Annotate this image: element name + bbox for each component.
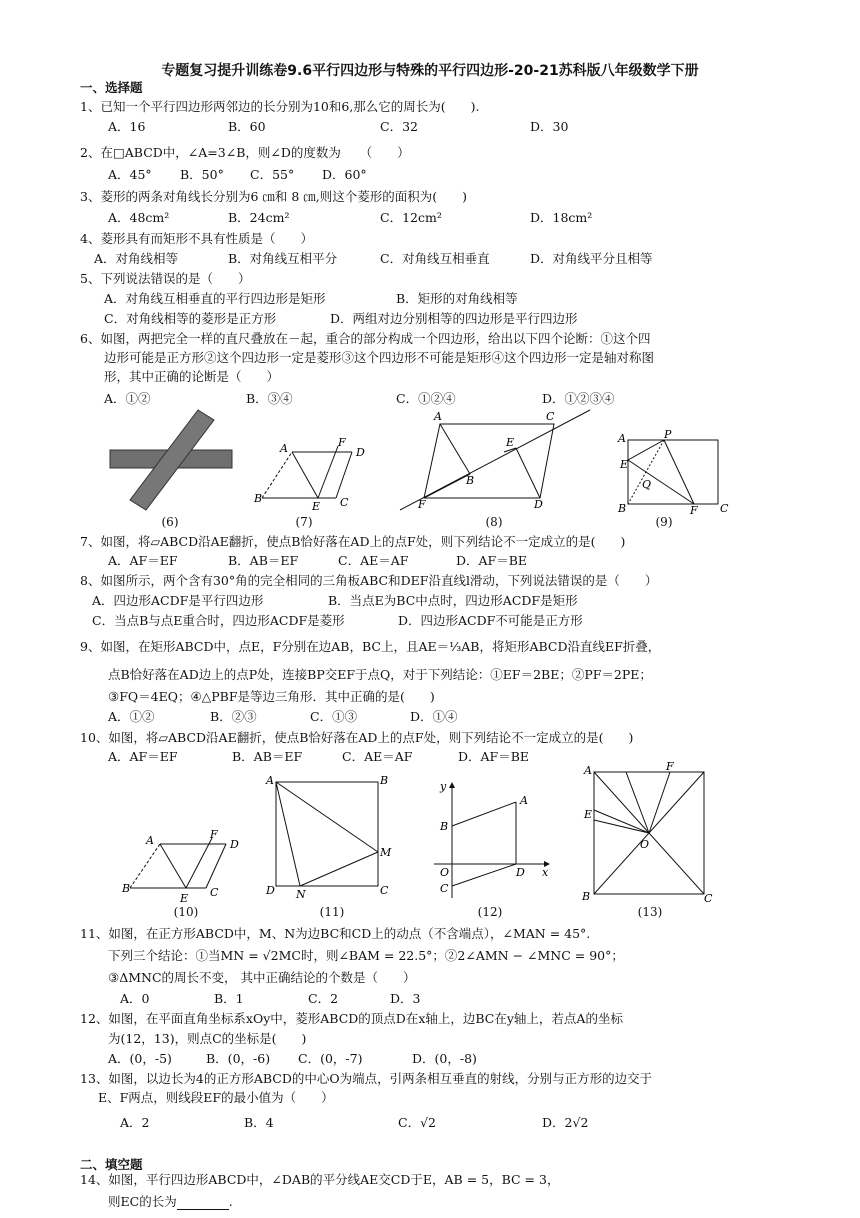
- svg-text:B: B: [380, 774, 389, 787]
- svg-text:C: C: [704, 892, 713, 904]
- q4-option-a: A．对角线相等: [94, 251, 179, 266]
- figure-6-caption: (6): [161, 515, 179, 529]
- q3-option-a: A．48cm²: [108, 210, 170, 225]
- svg-text:B: B: [582, 890, 591, 903]
- q14-stem-line2: [108, 1194, 233, 1210]
- figure-11-square: [262, 774, 392, 902]
- q3-stem: 3、菱形的两条对角线长分别为6 ㎝和 8 ㎝,则这个菱形的面积为( ): [80, 189, 468, 204]
- q12-option-a: A．(0，-5): [108, 1051, 172, 1066]
- svg-text:E: E: [180, 892, 189, 905]
- q9-option-a: A．①②: [108, 709, 155, 724]
- q1-stem: 1、已知一个平行四边形两邻边的长分别为10和6,那么它的周长为( ).: [80, 99, 480, 114]
- q11-option-d: D．3: [390, 991, 421, 1006]
- svg-text:D: D: [534, 498, 543, 511]
- svg-text:A: A: [280, 442, 288, 455]
- q13-option-d: D．2√2: [542, 1115, 589, 1130]
- q9-option-c: C．①③: [310, 709, 358, 724]
- q10-option-a: A．AF＝EF: [108, 749, 178, 764]
- q7-option-b: B．AB＝EF: [228, 553, 299, 568]
- q13-option-c: C．√2: [398, 1115, 436, 1130]
- q12-option-d: D．(0，-8): [412, 1051, 477, 1066]
- svg-text:F: F: [418, 498, 426, 511]
- svg-text:C: C: [720, 502, 729, 515]
- q14-period: .: [228, 1194, 233, 1209]
- q11-option-b: B．1: [214, 991, 244, 1006]
- q9-stem-line1: 9、如图，在矩形ABCD中，点E，F分别在边AB，BC上，且AE＝⅓AB，将矩形ABCD沿直线EF折叠，: [80, 639, 661, 654]
- q6-option-a: A．①②: [104, 391, 151, 406]
- q2-option-d: D．60°: [322, 167, 367, 182]
- svg-text:B: B: [254, 492, 263, 505]
- q6-option-b: B．③④: [246, 391, 293, 406]
- q1-option-c: C．32: [380, 119, 418, 134]
- q12-stem-line1: 12、如图，在平面直角坐标系xOy中，菱形ABCD的顶点D在x轴上，边BC在y轴上，若点A的坐标: [80, 1011, 623, 1026]
- q4-stem: 4、菱形具有而矩形不具有性质是（ ）: [80, 231, 313, 246]
- q3-option-c: C．12cm²: [380, 210, 442, 225]
- q4-option-b: B．对角线互相平分: [228, 251, 338, 266]
- q12-option-b: B．(0，-6): [206, 1051, 271, 1066]
- q13-option-a: A．2: [120, 1115, 150, 1130]
- svg-text:F: F: [690, 504, 698, 516]
- q14-stem-text: 则EC的长为: [108, 1194, 177, 1209]
- svg-text:C: C: [440, 882, 449, 895]
- q10-stem: 10、如图，将▱ABCD沿AE翻折，使点B恰好落在AD上的点F处，则下列结论不一定成立的是( ): [80, 730, 634, 745]
- q9-option-b: B．②③: [210, 709, 257, 724]
- q10-option-c: C．AE＝AF: [342, 749, 413, 764]
- figure-7-parallelogram: [250, 436, 374, 514]
- svg-text:A: A: [266, 774, 274, 787]
- q1-option-b: B．60: [228, 119, 266, 134]
- figure-11-caption: (11): [319, 905, 345, 919]
- svg-text:F: F: [666, 762, 674, 773]
- svg-text:B: B: [122, 882, 131, 895]
- q11-stem-line3: ③ΔMNC的周长不变， 其中正确结论的个数是（ ）: [108, 970, 416, 985]
- q9-stem-line2: 点B恰好落在AD边上的点P处，连接BP交EF于点Q，对于下列结论：①EF＝2BE；②PF＝2PE；: [108, 667, 652, 682]
- q4-option-d: D．对角线平分且相等: [530, 251, 653, 266]
- figure-13-caption: (13): [637, 905, 663, 919]
- q10-option-d: D．AF＝BE: [458, 749, 530, 764]
- section-choice-heading: 一、选择题: [80, 80, 143, 95]
- q2-option-b: B．50°: [180, 167, 224, 182]
- q7-option-c: C．AE＝AF: [338, 553, 409, 568]
- q14-stem-line1: 14、如图，平行四边形ABCD中，∠DAB的平分线AE交CD于E，AB = 5，BC = 3，: [80, 1172, 560, 1187]
- svg-text:C: C: [340, 496, 349, 509]
- q1-option-a: A．16: [108, 119, 146, 134]
- q9-stem-line3: ③FQ＝4EQ；④△PBF是等边三角形．其中正确的是( ): [108, 689, 435, 704]
- figure-10-caption: (10): [173, 905, 199, 919]
- q4-option-c: C．对角线互相垂直: [380, 251, 490, 266]
- q11-stem-line2: 下列三个结论：①当MN = √2MC时，则∠BAM = 22.5°；②2∠AMN − ∠MNC = 90°；: [108, 948, 624, 963]
- figure-8-triangles: [394, 408, 594, 512]
- figure-12-coordinate-plane: [428, 780, 552, 902]
- q5-option-b: B．矩形的对角线相等: [396, 291, 518, 306]
- svg-text:A: A: [520, 794, 528, 807]
- svg-text:E: E: [584, 808, 593, 821]
- svg-text:C: C: [546, 410, 555, 423]
- q9-option-d: D．①④: [410, 709, 458, 724]
- q8-option-a: A．四边形ACDF是平行四边形: [92, 593, 264, 608]
- q10-option-b: B．AB＝EF: [232, 749, 303, 764]
- q6-stem-line2: 边形可能是正方形②这个四边形一定是菱形③这个四边形不可能是矩形④这个四边形一定是轴对称图: [104, 350, 655, 365]
- q8-option-d: D．四边形ACDF不可能是正方形: [398, 613, 583, 628]
- svg-text:y: y: [440, 780, 447, 793]
- svg-text:x: x: [542, 866, 549, 879]
- q13-stem-line1: 13、如图，以边长为4的正方形ABCD的中心O为端点，引两条相互垂直的射线，分别与正方形的边交于: [80, 1071, 653, 1086]
- svg-text:C: C: [210, 886, 219, 899]
- figure-9-caption: (9): [655, 515, 673, 529]
- q5-stem: 5、下列说法错误的是（ ）: [80, 271, 251, 286]
- q8-option-c: C．当点B与点E重合时，四边形ACDF是菱形: [92, 613, 345, 628]
- q5-option-d: D．两组对边分别相等的四边形是平行四边形: [330, 311, 578, 326]
- q1-option-d: D．30: [530, 119, 569, 134]
- svg-text:A: A: [618, 432, 626, 445]
- figure-8-caption: (8): [485, 515, 503, 529]
- svg-text:O: O: [640, 838, 650, 851]
- q7-option-d: D．AF＝BE: [456, 553, 528, 568]
- svg-text:A: A: [584, 764, 592, 777]
- q7-option-a: A．AF＝EF: [108, 553, 178, 568]
- svg-text:M: M: [380, 846, 392, 859]
- q3-option-b: B．24cm²: [228, 210, 290, 225]
- q12-stem-line2: 为(12，13)，则点C的坐标是( ): [108, 1031, 307, 1046]
- q13-option-b: B．4: [244, 1115, 274, 1130]
- svg-text:E: E: [506, 436, 515, 449]
- svg-text:B: B: [440, 820, 449, 833]
- section-fill-heading: 二、填空题: [80, 1157, 143, 1172]
- svg-text:E: E: [620, 458, 629, 471]
- figure-10-parallelogram: [118, 826, 250, 906]
- svg-text:B: B: [618, 502, 627, 515]
- q6-option-d: D．①②③④: [542, 391, 615, 406]
- svg-text:B: B: [466, 474, 475, 487]
- q11-option-c: C．2: [308, 991, 339, 1006]
- svg-text:D: D: [516, 866, 525, 879]
- q2-option-c: C．55°: [250, 167, 295, 182]
- figure-9-rectangle-fold: [614, 428, 732, 516]
- figure-12-caption: (12): [477, 905, 503, 919]
- q6-option-c: C．①②④: [396, 391, 456, 406]
- q5-option-a: A．对角线互相垂直的平行四边形是矩形: [104, 291, 326, 306]
- svg-text:D: D: [266, 884, 275, 897]
- q11-option-a: A．0: [120, 991, 150, 1006]
- q8-option-b: B．当点E为BC中点时，四边形ACDF是矩形: [328, 593, 578, 608]
- svg-text:F: F: [210, 828, 218, 841]
- q12-option-c: C．(0，-7): [298, 1051, 363, 1066]
- q8-stem: 8、如图所示，两个含有30°角的完全相同的三角板ABC和DEF沿直线l滑动，下列说法错误的是（ ）: [80, 573, 658, 588]
- svg-text:Q: Q: [642, 478, 652, 491]
- svg-text:F: F: [338, 436, 346, 449]
- figure-13-square-rays: [578, 762, 718, 904]
- q2-stem: 2、在□ABCD中，∠A=3∠B，则∠D的度数为 （ ）: [80, 145, 410, 160]
- svg-text:D: D: [230, 838, 239, 851]
- q3-option-d: D．18cm²: [530, 210, 593, 225]
- svg-text:P: P: [664, 428, 672, 441]
- q11-stem-line1: 11、如图，在正方形ABCD中，M、N为边BC和CD上的动点（不含端点），∠MAN = 45°.: [80, 926, 591, 941]
- q13-stem-line2: E、F两点，则线段EF的最小值为（ ）: [98, 1090, 334, 1105]
- svg-text:D: D: [356, 446, 365, 459]
- q5-option-c: C．对角线相等的菱形是正方形: [104, 311, 277, 326]
- q14-answer-blank[interactable]: [177, 1197, 229, 1210]
- q7-stem: 7、如图，将▱ABCD沿AE翻折，使点B恰好落在AD上的点F处，则下列结论不一定成立的是( ): [80, 534, 626, 549]
- svg-text:E: E: [312, 500, 321, 513]
- q6-stem-line1: 6、如图，两把完全一样的直尺叠放在－起，重合的部分构成一个四边形，给出以下四个论断：①这个四: [80, 331, 651, 346]
- svg-text:N: N: [296, 888, 306, 901]
- svg-text:C: C: [380, 884, 389, 897]
- figure-7-caption: (7): [295, 515, 313, 529]
- page-title: 专题复习提升训练卷9.6平行四边形与特殊的平行四边形-20-21苏科版八年级数学下册: [161, 63, 699, 79]
- figure-6-rulers: [108, 408, 236, 512]
- svg-text:O: O: [440, 866, 450, 879]
- q2-option-a: A．45°: [108, 167, 152, 182]
- svg-text:A: A: [146, 834, 154, 847]
- svg-text:A: A: [434, 410, 442, 423]
- q6-stem-line3: 形，其中正确的论断是（ ）: [104, 369, 280, 384]
